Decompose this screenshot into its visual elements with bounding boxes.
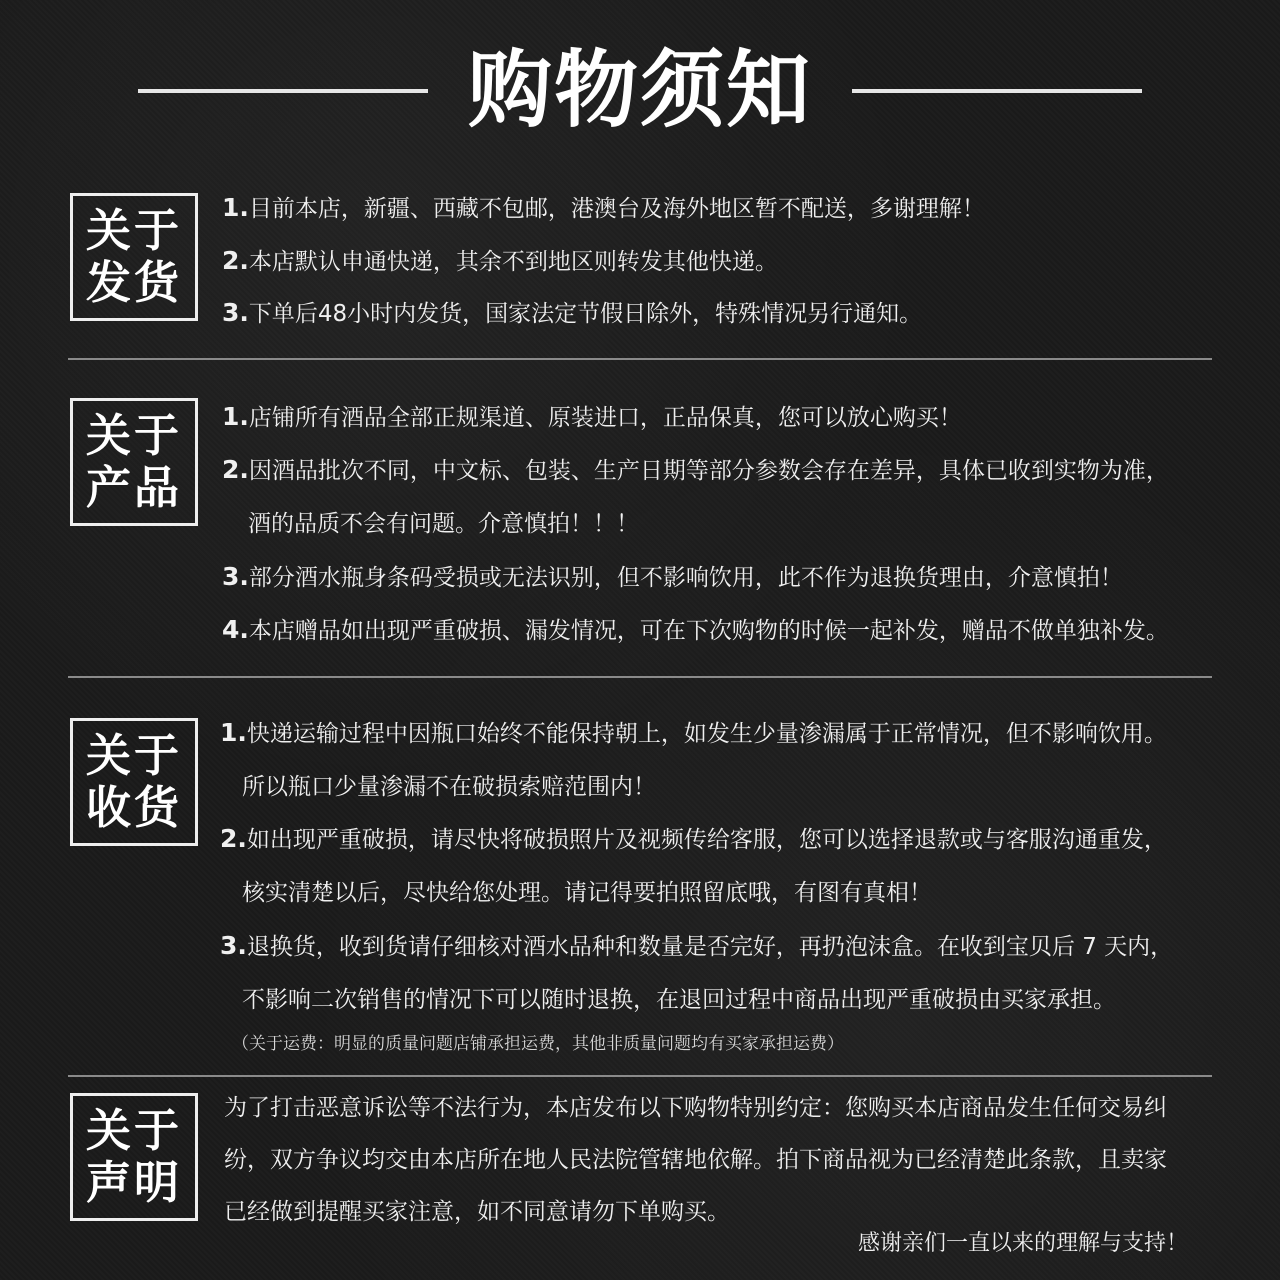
list-item	[242, 771, 656, 802]
item-text: 本店赠品如出现严重破损、漏发情况，可在下次购物的时候一起补发，赠品不做单独补发。	[248, 618, 1169, 644]
badge-line: 发货	[85, 256, 182, 309]
shipping-fee-note: （关于运费：明显的质量问题店铺承担运费，其他非质量问题均有买家承担运费）	[232, 1034, 844, 1054]
item-number: 3.	[222, 562, 249, 591]
item-text: 如出现严重破损，请尽快将破损照片及视频传给客服，您可以选择退款或与客服沟通重发，	[246, 827, 1167, 853]
list-item	[222, 562, 1123, 593]
item-text: 快递运输过程中因瓶口始终不能保持朝上，如发生少量渗漏属于正常情况，但不影响饮用。	[246, 721, 1167, 747]
item-text: 因酒品批次不同，中文标、包装、生产日期等部分参数会存在差异，具体已收到实物为准，	[248, 458, 1169, 484]
section-badge-statement	[70, 1093, 198, 1221]
list-item	[222, 455, 1169, 486]
list-item	[222, 402, 962, 433]
item-text: 为了打击恶意诉讼等不法行为，本店发布以下购物特别约定：您购买本店商品发生任何交易纠	[224, 1095, 1167, 1121]
item-text: 退换货，收到货请仔细核对酒水品种和数量是否完好，再扔泡沫盒。在收到宝贝后 7 天内，	[246, 934, 1174, 960]
badge-line: 声明	[85, 1156, 182, 1209]
list-item	[220, 824, 1167, 855]
list-item	[220, 931, 1173, 962]
item-number: 2.	[222, 246, 249, 275]
list-item	[224, 1145, 1167, 1175]
list-item	[242, 877, 932, 908]
list-item	[222, 246, 778, 277]
section-divider	[68, 676, 1212, 678]
section-divider	[68, 1075, 1212, 1077]
item-text: 酒的品质不会有问题。介意慎拍！！！	[248, 511, 639, 537]
item-text: 所以瓶口少量渗漏不在破损索赔范围内！	[242, 774, 656, 800]
title-divider-left	[138, 89, 428, 93]
list-item	[222, 298, 922, 329]
title-divider-right	[852, 89, 1142, 93]
item-text: 本店默认申通快递，其余不到地区则转发其他快递。	[248, 249, 778, 275]
badge-line: 关于	[85, 409, 182, 462]
title-row	[0, 40, 1280, 140]
item-text: 店铺所有酒品全部正规渠道、原装进口，正品保真，您可以放心购买！	[248, 405, 962, 431]
item-text: 不影响二次销售的情况下可以随时退换，在退回过程中商品出现严重破损由买家承担。	[242, 987, 1116, 1013]
page-title: 购物须知	[467, 41, 812, 139]
list-item	[224, 1197, 730, 1227]
item-number: 3.	[222, 298, 249, 327]
badge-line: 关于	[85, 1104, 182, 1157]
item-text: 目前本店，新疆、西藏不包邮，港澳台及海外地区暂不配送，多谢理解！	[248, 196, 985, 222]
item-text: 已经做到提醒买家注意，如不同意请勿下单购买。	[224, 1199, 730, 1225]
list-item	[222, 193, 985, 224]
item-number: 2.	[220, 824, 247, 853]
item-number: 4.	[222, 615, 249, 644]
list-item	[248, 508, 639, 539]
section-badge-product	[70, 398, 198, 526]
item-number: 2.	[222, 455, 249, 484]
list-item	[220, 718, 1167, 749]
badge-line: 关于	[85, 204, 182, 257]
badge-line: 收货	[85, 781, 182, 834]
item-text: 部分酒水瓶身条码受损或无法识别，但不影响饮用，此不作为退换货理由，介意慎拍！	[248, 565, 1123, 591]
item-number: 1.	[222, 402, 249, 431]
closing-message: 感谢亲们一直以来的理解与支持！	[858, 1231, 1189, 1256]
list-item	[224, 1093, 1167, 1123]
item-number: 1.	[220, 718, 247, 747]
list-item	[242, 984, 1116, 1015]
item-text: 下单后48小时内发货，国家法定节假日除外，特殊情况另行通知。	[248, 301, 923, 327]
item-number: 3.	[220, 931, 247, 960]
badge-line: 关于	[85, 729, 182, 782]
item-text: 纷，双方争议均交由本店所在地人民法院管辖地依解。拍下商品视为已经清楚此条款，且卖家	[224, 1147, 1167, 1173]
list-item	[222, 615, 1169, 646]
section-badge-receiving	[70, 718, 198, 846]
item-number: 1.	[222, 193, 249, 222]
badge-line: 产品	[85, 461, 182, 514]
section-divider	[68, 358, 1212, 360]
section-badge-shipping	[70, 193, 198, 321]
item-text: 核实清楚以后，尽快给您处理。请记得要拍照留底哦，有图有真相！	[242, 880, 932, 906]
